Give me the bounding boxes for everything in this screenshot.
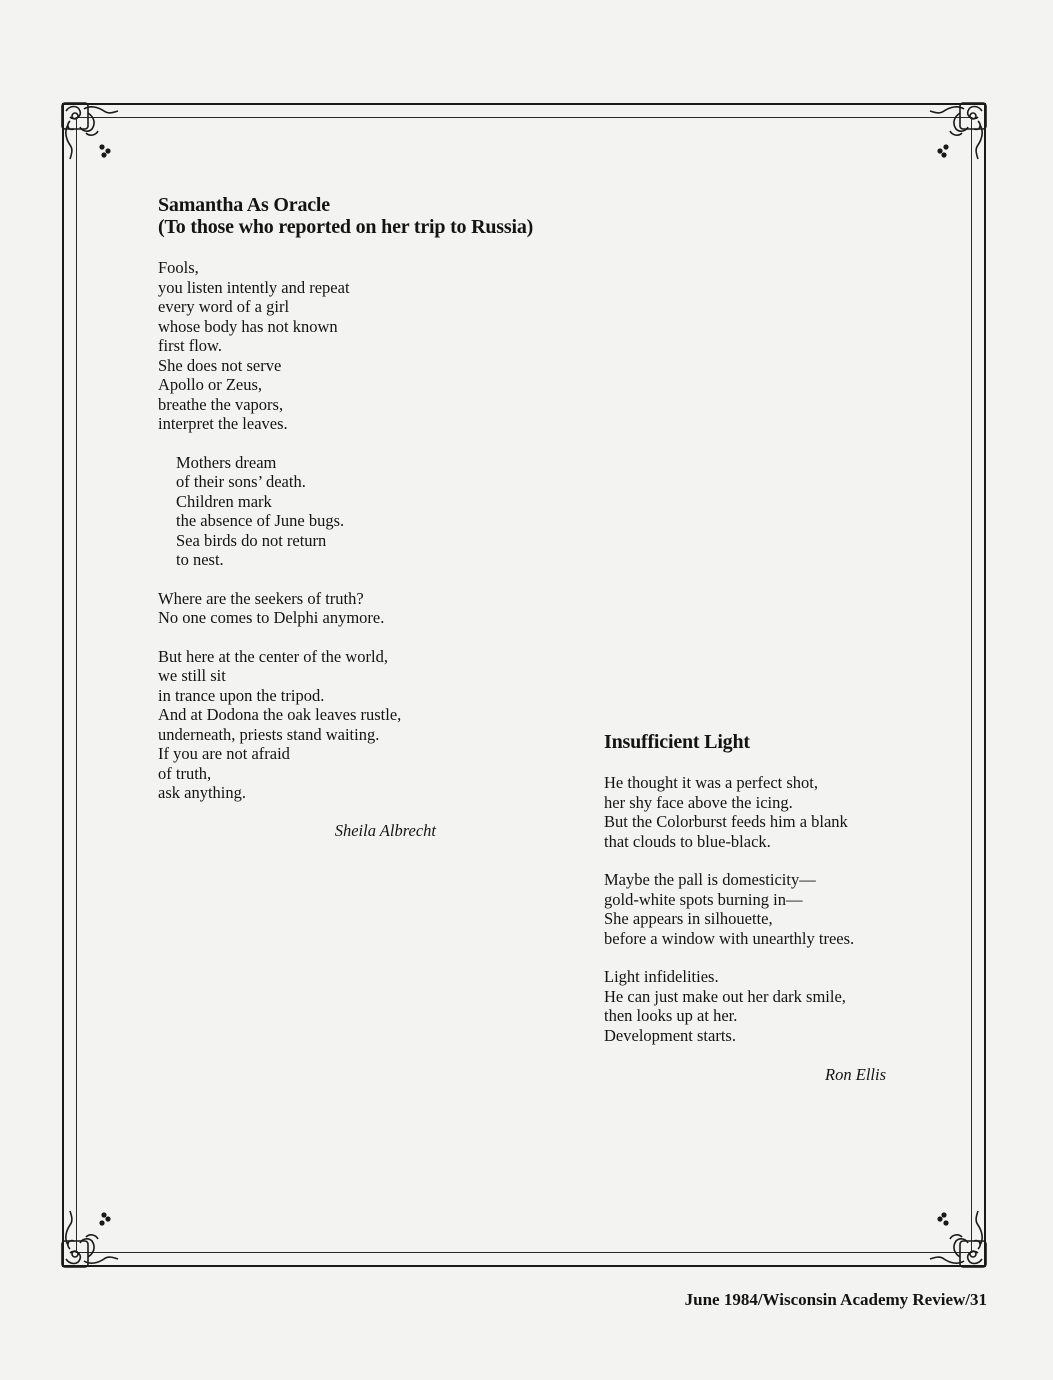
poem-body [604,773,944,1045]
stanza [604,773,944,851]
poem-line: that clouds to blue-black. [604,831,771,851]
poem-line: She appears in silhouette, [604,909,773,928]
poem-line: of their sons’ death. [176,472,306,491]
poem-line: then looks up at her. [604,1006,738,1025]
poem-line: But here at the center of the world, [158,646,388,666]
poem-insufficient-light [604,731,944,1085]
poem-line: you listen intently and repeat [158,277,350,297]
poem-body [158,258,598,803]
stanza [158,589,598,628]
poem-line: we still sit [158,666,226,685]
poem-line: her shy face above the icing. [604,792,793,812]
poem-line: She does not serve [158,355,282,375]
poem-line: whose body has not known [158,316,338,336]
poem-line: gold-white spots burning in— [604,889,803,909]
poem-line: every word of a girl [158,297,290,316]
floral-corner-ornament-icon [60,101,124,165]
poem-samantha-as-oracle [158,194,598,841]
stanza [604,870,944,948]
poem-line: And at Dodona the oak leaves rustle, [158,705,402,724]
stanza [158,647,598,803]
poem-line: before a window with unearthly trees. [604,928,855,948]
poem-line: of truth, [158,763,212,783]
poem-line: Fools, [158,258,199,277]
stanza [158,453,598,570]
poem-author: Ron Ellis [825,1065,886,1084]
poem-line: interpret the leaves. [158,414,288,433]
poem-line: breathe the vapors, [158,394,284,414]
poem-line: He thought it was a perfect shot, [604,773,818,792]
stanza [158,258,598,434]
page-footer-citation: June 1984/Wisconsin Academy Review/31 [684,1290,987,1309]
poem-line: Mothers dream [176,452,277,472]
poem-line: to nest. [176,550,224,569]
poem-line: Apollo or Zeus, [158,375,263,394]
poem-subtitle: (To those who reported on her trip to Russia) [158,216,534,238]
poem-line: He can just make out her dark smile, [604,986,846,1006]
poem-line: If you are not afraid [158,744,290,763]
poem-line: Development starts. [604,1025,736,1045]
poem-line: Children mark [176,491,272,511]
poem-line: No one comes to Delphi anymore. [158,608,385,627]
poem-title: Samantha As Oracle [158,194,330,216]
stanza [604,967,944,1045]
floral-corner-ornament-icon [924,101,988,165]
poem-line: underneath, priests stand waiting. [158,724,380,744]
poem-title: Insufficient Light [604,731,750,753]
poem-line: Sea birds do not return [176,530,327,550]
poem-line: But the Colorburst feeds him a blank [604,812,848,831]
poem-line: Where are the seekers of truth? [158,588,364,608]
poem-author: Sheila Albrecht [334,820,436,840]
poem-line: Light infidelities. [604,967,719,986]
poem-line: ask anything. [158,783,246,802]
poem-line: in trance upon the tripod. [158,685,325,705]
poem-line: Maybe the pall is domesticity— [604,870,816,889]
poem-line: the absence of June bugs. [176,511,345,530]
poem-line: first flow. [158,336,223,355]
floral-corner-ornament-icon [60,1205,124,1269]
floral-corner-ornament-icon [924,1205,988,1269]
